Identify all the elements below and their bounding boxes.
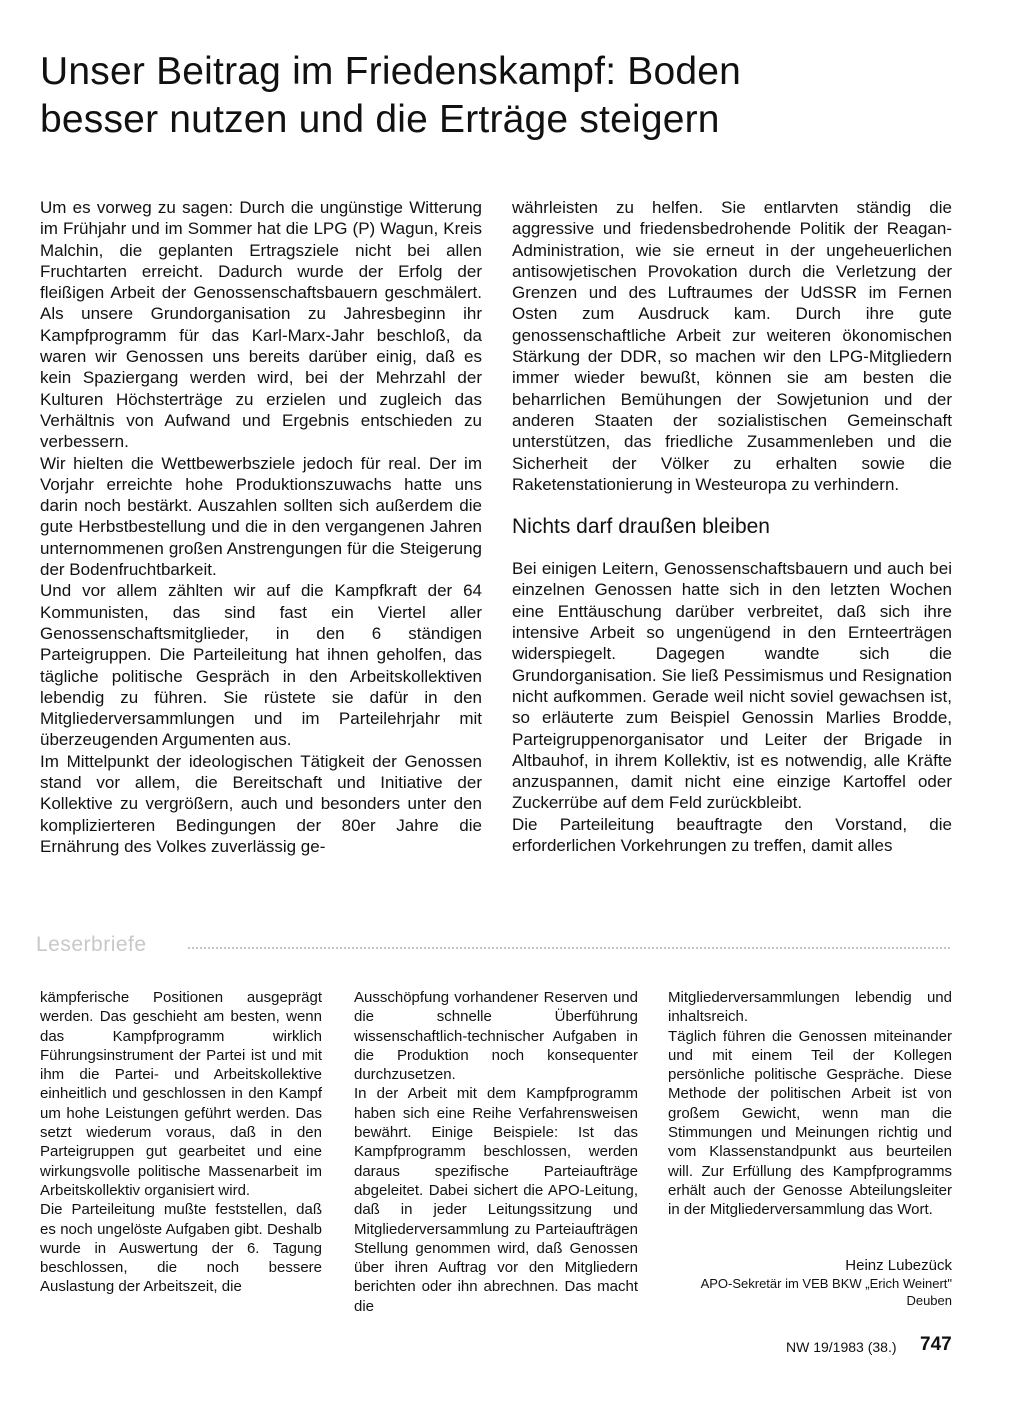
paragraph: Die Parteileitung mußte feststellen, daß es noch ungelöste Aufgaben gibt. Deshalb wurde in Auswertung der 6. Tagung beschlossen, die noch bessere Auslastung der Arbeitszeit, die [40,1201,322,1296]
letter-column-1 [40,988,322,1297]
paragraph: Die Parteileitung beauftragte den Vorstand, die erforderlichen Vorkehrungen zu treffen, damit alles [512,814,952,856]
section-heading: Nichts darf draußen bleiben [512,515,770,539]
paragraph: Täglich führen die Genossen miteinander und mit einem Teil der Kollegen persönliche politische Gespräche. Diese Methode der politischen Arbeit ist von großem Gewicht, wenn man die Stimmungen und Meinungen richtig und vom Klassenstandpunkt aus beurteilen will. Zur Erfüllung des Kampfprogramms erhält auch der Genosse Abteilungsleiter in der Mitgliederversammlung das Wort. [668,1027,952,1219]
article-column-2 [512,197,952,856]
paragraph: Ausschöpfung vorhandener Reserven und die schnelle Überführung wissenschaftlich-technischer Aufgaben in die Produktion noch konsequenter durchzusetzen. [354,989,638,1084]
paragraph: Bei einigen Leitern, Genossenschaftsbauern und auch bei einzelnen Genossen hatte sich in den letzten Wochen eine Enttäuschung darüber verbreitet, daß sich ihre intensive Arbeit so ungenügend in den Ernteerträgen widerspiegelt. Dagegen wandte sich die Grundorganisation. Sie ließ Pessimismus und Resignation nicht aufkommen. Gerade weil nicht soviel gewachsen ist, so erläuterte zum Beispiel Genossin Marlies Brodde, Parteigruppenorganisator und Leiter der Brigade in Altbauhof, in ihrem Kollektiv, ist es notwendig, alle Kräfte anzuspannen, damit nicht eine einzige Kartoffel oder Zuckerrübe auf dem Feld zurückbleibt. [512,559,952,813]
article-column-1 [40,197,482,857]
paragraph: währleisten zu helfen. Sie entlarvten ständig die aggressive und friedensbedrohende Politik der Reagan-Administration, wie sie erneut in der ungeheuerlichen antisowjetischen Provokation durch die Verletzung der Grenzen und des Luftraumes der UdSSR im Fernen Osten zum Ausdruck kam. Durch ihre gute genossenschaftliche Arbeit zur weiteren ökonomischen Stärkung der DDR, so machen wir den LPG-Mitgliedern immer wieder bewußt, können sie am besten die beharrlichen Bemühungen der Sowjetunion und der anderen Staaten der sozialistischen Gemeinschaft unterstützen, das friedliche Zusammenleben und die Sicherheit der Völker zu erhalten sowie die Raketenstationierung in Westeuropa zu verhindern. [512,198,952,494]
title-line-2: besser nutzen und die Erträge steigern [40,98,720,141]
author-role: APO-Sekretär im VEB BKW „Erich Weinert" [700,1275,952,1291]
paragraph: Im Mittelpunkt der ideologischen Tätigkeit der Genossen stand vor allem, die Bereitschaft und Initiative der Kollektive zu vergrößern, auch und besonders unter den komplizierteren Bedingungen der 80er Jahre die Ernährung des Volkes zuverlässig ge- [40,751,482,856]
letter-column-2 [354,988,638,1316]
section-divider [188,947,950,949]
paragraph: Mitgliederversammlungen lebendig und inhaltsreich. [668,989,952,1026]
issue-reference: NW 19/1983 (38.) [786,1339,897,1355]
letter-column-3 [668,988,952,1309]
paragraph: Um es vorweg zu sagen: Durch die ungünstige Witterung im Frühjahr und im Sommer hat die LPG (P) Wagun, Kreis Malchin, die geplanten Ertragsziele nicht bei allen Fruchtarten erreicht. Dadurch wurde der Erfolg der fleißigen Arbeit der Genossenschaftsbauern geschmälert. Als unsere Grundorganisation zu Jahresbeginn ihr Kampfprogramm für das Karl-Marx-Jahr beschloß, da waren wir Genossen uns bereits darüber einig, daß es kein Spaziergang werden wird, bei der Mehrzahl der Kulturen Höchsterträge zu erzielen und zugleich das Verhältnis von Aufwand und Ergebnis entschieden zu verbessern. [40,198,482,452]
paragraph: Und vor allem zählten wir auf die Kampfkraft der 64 Kommunisten, das sind fast ein Viertel aller Genossenschaftsmitglieder, in den 6 ständigen Parteigruppen. Die Parteileitung hat ihnen geholfen, das tägliche politische Gespräch in den Arbeitskollektiven lebendig zu führen. Sie rüstete sie dafür in den Mitgliederversammlungen und im Parteilehrjahr mit überzeugenden Argumenten aus. [40,581,482,750]
author-place: Deuben [906,1292,952,1308]
section-label-leserbriefe: Leserbriefe [36,933,147,956]
title-line-1: Unser Beitrag im Friedenskampf: Boden [40,50,742,93]
paragraph: Wir hielten die Wettbewerbsziele jedoch für real. Der im Vorjahr erreichte hohe Produktionszuwachs hatte uns darin noch bestärkt. Auszahlen sollten sich außerdem die gute Herbstbestellung und die in den vergangenen Jahren unternommenen großen Anstrengungen für die Steigerung der Bodenfruchtbarkeit. [40,453,482,580]
paragraph: kämpferische Positionen ausgeprägt werden. Das geschieht am besten, wenn das Kampfprogramm wirklich Führungsinstrument der Partei ist und mit ihm die Partei- und Arbeitskollektive einheitlich und geschlossen in den Kampf um hohe Leistungen geführt werden. Das setzt wiederum voraus, daß in den Parteigruppen gut gearbeitet und eine wirkungsvolle politische Massenarbeit im Arbeitskollektiv organisiert wird. [40,989,322,1199]
paragraph: In der Arbeit mit dem Kampfprogramm haben sich eine Reihe Verfahrensweisen bewährt. Einige Beispiele: Ist das Kampfprogramm beschlossen, werden daraus spezifische Parteiaufträge abgeleitet. Dabei sichert die APO-Leitung, daß in jeder Leitungssitzung und Mitgliederversammlung zu Parteiaufträgen Stellung genommen wird, daß Genossen über ihren Auftrag vor den Mitgliedern berichten oder ihn abrechnen. Das macht die [354,1085,638,1315]
page-number: 747 [920,1334,952,1355]
article-title [40,48,940,144]
author-name: Heinz Lubezück [845,1256,952,1274]
